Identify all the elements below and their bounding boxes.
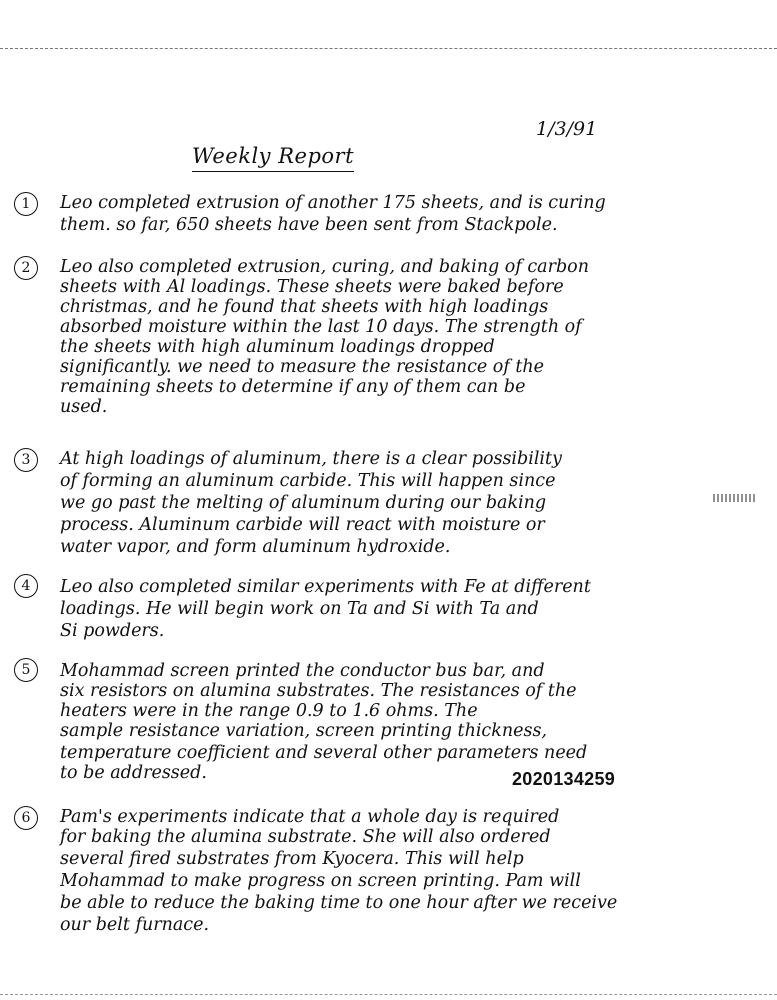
item-line: christmas, and he found that sheets with high loadings [60,297,549,317]
item-line: Leo also completed similar experiments with Fe at different [60,577,591,597]
item-line: At high loadings of aluminum, there is a clear possibility [60,449,562,469]
item-line: sheets with Al loadings. These sheets were baked before [60,277,564,297]
report-title: Weekly Report [192,144,354,172]
scan-edge-top [0,48,777,49]
item-line: six resistors on alumina substrates. The resistances of the [60,681,577,701]
item-line: heaters were in the range 0.9 to 1.6 ohms. The [60,701,478,721]
item-line: process. Aluminum carbide will react with moisture or [60,515,545,535]
item-line: Leo also completed extrusion, curing, and baking of carbon [60,257,589,277]
item-number: 5 [14,658,38,682]
report-item-5 [14,658,730,788]
item-line: Pam's experiments indicate that a whole day is required [60,807,560,827]
scan-edge-bottom [0,994,777,995]
item-line: the sheets with high aluminum loadings dropped [60,337,495,357]
report-item-3 [14,448,730,568]
item-line: loadings. He will begin work on Ta and Si with Ta and [60,599,539,619]
item-line: Si powders. [60,621,165,641]
item-number: 4 [14,574,38,598]
report-item-1 [14,192,730,242]
item-line: be able to reduce the baking time to one hour after we receive [60,893,618,913]
item-line: to be addressed. [60,763,207,783]
item-line: absorbed moisture within the last 10 days. The strength of [60,317,582,337]
item-number: 6 [14,806,38,830]
item-line: them. so far, 650 sheets have been sent from Stackpole. [60,215,558,235]
item-line: remaining sheets to determine if any of them can be [60,377,526,397]
item-line: Mohammad to make progress on screen printing. Pam will [60,871,581,891]
item-line: water vapor, and form aluminum hydroxide. [60,537,451,557]
report-item-4 [14,574,730,644]
item-number: 3 [14,448,38,472]
item-line: temperature coefficient and several other parameters need [60,743,588,763]
item-line: used. [60,397,108,417]
item-line: Leo completed extrusion of another 175 sheets, and is curing [60,193,606,213]
report-date: 1/3/91 [536,118,598,140]
item-line: our belt furnace. [60,915,210,935]
report-item-2 [14,256,730,436]
report-item-6 [14,806,730,946]
item-line: significantly. we need to measure the resistance of the [60,357,545,377]
item-line: sample resistance variation, screen printing thickness, [60,721,547,741]
item-line: Mohammad screen printed the conductor bus bar, and [60,661,545,681]
document-id: 2020134259 [512,769,616,789]
item-line: several fired substrates from Kyocera. This will help [60,849,524,869]
item-line: of forming an aluminum carbide. This will happen since [60,471,556,491]
item-line: we go past the melting of aluminum during our baking [60,493,547,513]
scan-artifact [713,494,757,502]
item-line: for baking the alumina substrate. She will also ordered [60,827,551,847]
item-number: 2 [14,256,38,280]
item-number: 1 [14,192,38,216]
